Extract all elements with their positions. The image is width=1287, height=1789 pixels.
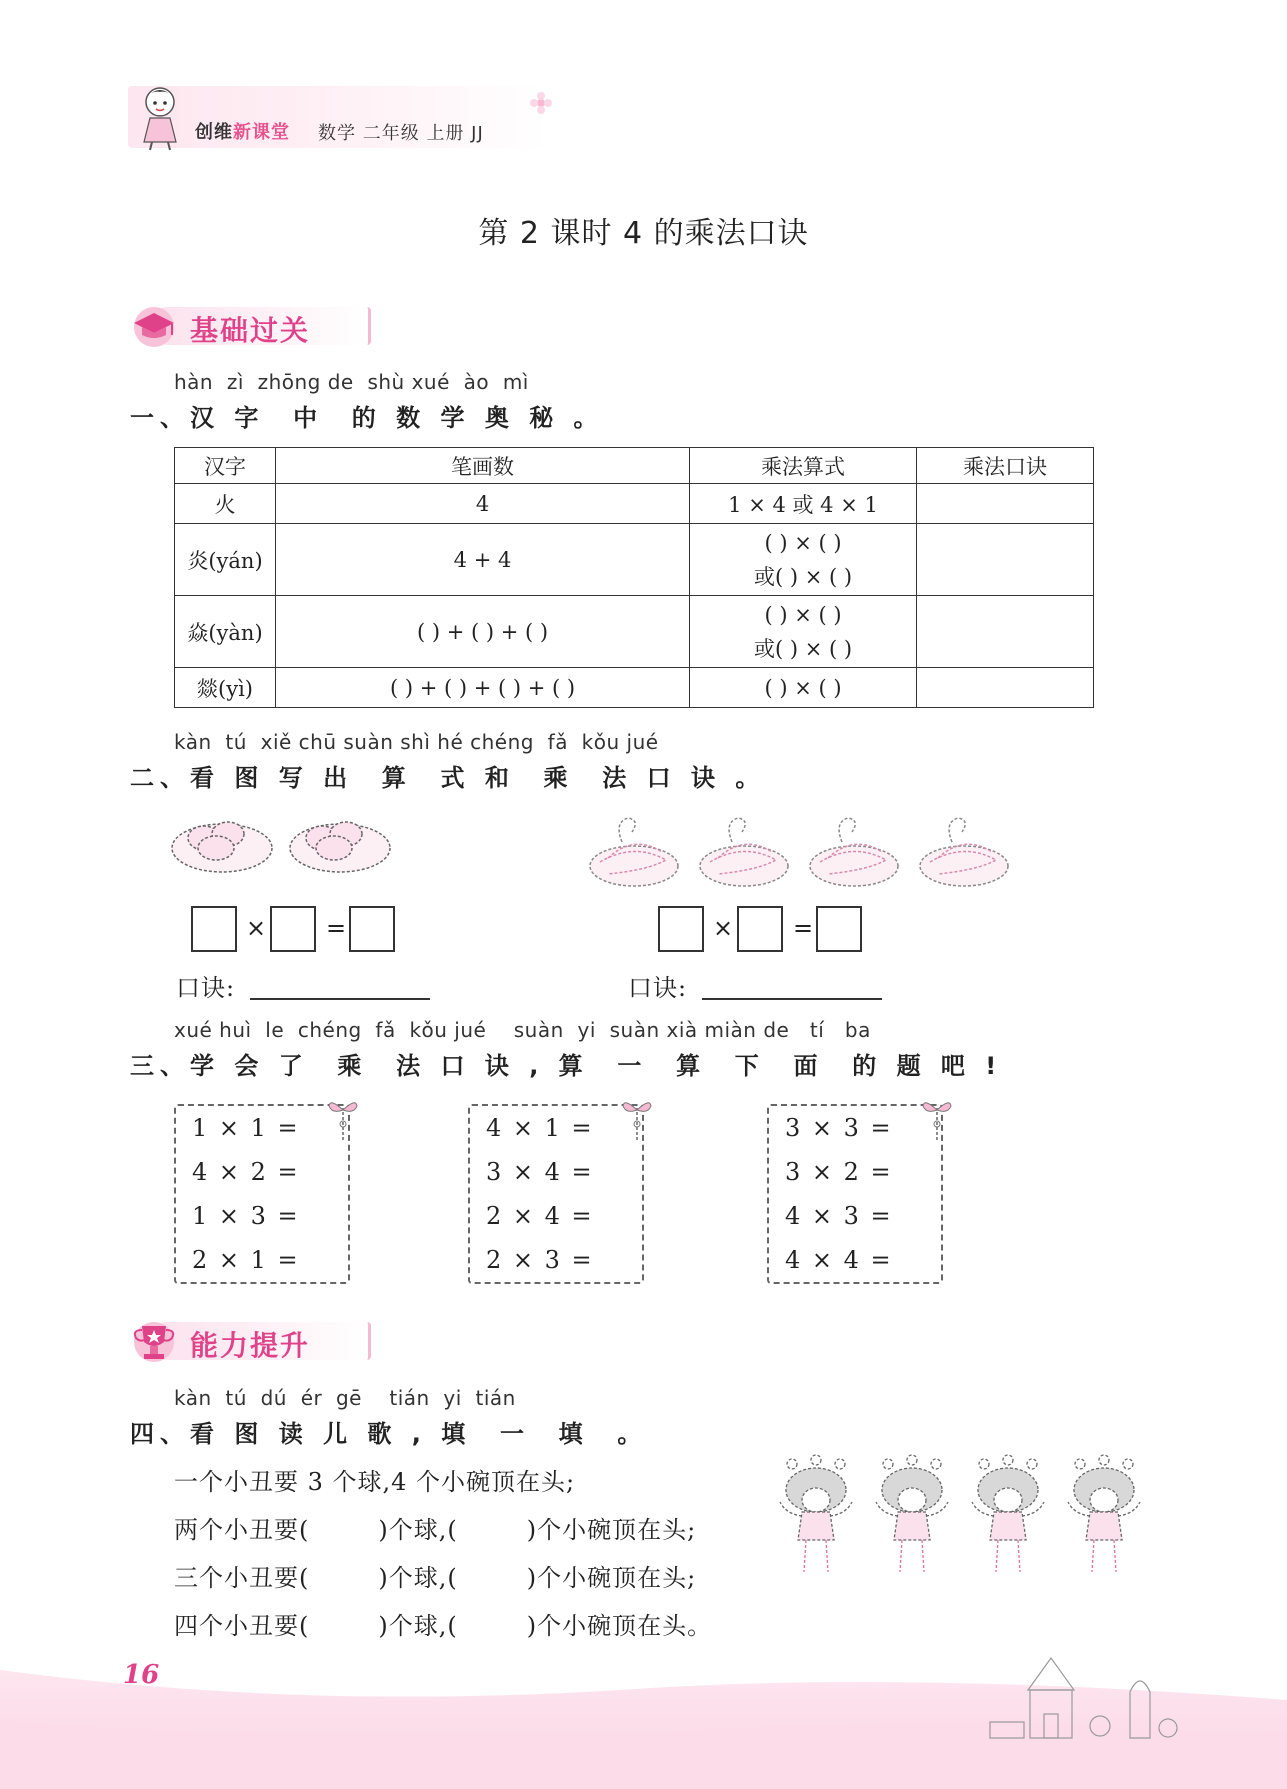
q4-pinyin: kàn tú dú ér gē tián yi tián [174,1386,516,1410]
q3-prompt: 三、学 会 了 乘 法 口 诀 , 算 一 算 下 面 的 题 吧 ! [130,1052,1003,1080]
table-header: 汉字 [175,448,276,484]
book-subtitle: 数学 二年级 上册 JJ [318,123,484,144]
koujue-answer-line[interactable] [250,968,430,1000]
koujue-answer-cell[interactable] [917,484,1094,524]
section-banner-advanced [128,1318,368,1364]
problem[interactable]: 2 × 1 = [192,1246,300,1274]
formula-cell: 1 × 4 或 4 × 1 [690,484,917,524]
answer-box[interactable] [270,906,316,952]
problem[interactable]: 1 × 3 = [192,1202,300,1230]
koujue-label: 口诀: [628,974,688,1002]
flower-icon [530,92,552,114]
trophy-icon [128,1318,184,1364]
section-banner-basic [128,303,368,349]
formula-cell[interactable] [690,524,917,596]
table-header: 笔画数 [276,448,690,484]
table-row [175,524,1094,596]
koujue-label: 口诀: [176,974,236,1002]
shrimp-plates-image [588,812,1018,892]
table-row [175,596,1094,668]
formula-cell[interactable] [690,596,917,668]
section-label: 能力提升 [190,1329,311,1362]
answer-box[interactable] [816,906,862,952]
formula-line: ( ) × ( ) [764,530,842,555]
q3-pinyin: xué huì le chéng fǎ kǒu jué suàn yi suàn xià miàn de tí ba [174,1018,871,1042]
clowns-image [772,1454,1152,1584]
problem[interactable]: 2 × 4 = [486,1202,594,1230]
answer-box[interactable] [349,906,395,952]
lesson-title: 第 2 课时 4 的乘法口诀 [478,216,809,251]
equals-sign: = [793,914,814,942]
answer-box[interactable] [191,906,237,952]
hanzi-cell: 炎(yán) [175,524,276,596]
strokes-cell[interactable]: ( ) + ( ) + ( ) [276,596,690,668]
q2-pinyin: kàn tú xiě chū suàn shì hé chéng fǎ kǒu jué [174,730,659,754]
hanzi-cell: 焱(yàn) [175,596,276,668]
cartoon-girl-icon [128,80,192,152]
table-row [175,668,1094,708]
brand-part-a: 创维 [195,122,233,143]
graduation-cap-icon [128,303,184,349]
footer-wave-decoration [0,1630,1287,1789]
sprout-icon [620,1094,654,1140]
problem[interactable]: 4 × 3 = [785,1202,893,1230]
poem-line[interactable]: 三个小丑要( )个球,( )个小碗顶在头; [174,1564,697,1592]
problem[interactable]: 3 × 2 = [785,1158,893,1186]
q1-prompt: 一、汉 字 中 的 数 学 奥 秘 。 [130,404,604,432]
answer-box[interactable] [737,906,783,952]
times-sign: × [713,914,734,942]
problem[interactable]: 4 × 2 = [192,1158,300,1186]
poem-line[interactable]: 四个小丑要( )个球,( )个小碗顶在头。 [174,1612,713,1640]
formula-line: 或( ) × ( ) [753,636,853,661]
hanzi-table [174,447,1094,708]
times-sign: × [246,914,267,942]
strokes-cell: 4 [276,484,690,524]
koujue-answer-cell[interactable] [917,524,1094,596]
problem-box [468,1104,644,1284]
q2-prompt: 二、看 图 写 出 算 式 和 乘 法 口 诀 。 [130,764,766,792]
hanzi-cell: 火 [175,484,276,524]
formula-cell[interactable]: ( ) × ( ) [690,668,917,708]
sprout-icon [326,1094,360,1140]
poem-line: 一个小丑要 3 个球,4 个小碗顶在头; [174,1468,576,1496]
q1-pinyin: hàn zì zhōng de shù xué ào mì [174,370,529,394]
problem-box [174,1104,350,1284]
page-number: 16 [123,1660,160,1690]
q4-prompt: 四、看 图 读 儿 歌 , 填 一 填 。 [130,1420,648,1448]
problem[interactable]: 3 × 4 = [486,1158,594,1186]
poem-line[interactable]: 两个小丑要( )个球,( )个小碗顶在头; [174,1516,697,1544]
table-header: 乘法算式 [690,448,917,484]
problem[interactable]: 4 × 4 = [785,1246,893,1274]
hanzi-cell: 燚(yì) [175,668,276,708]
bun-plates-image [170,802,420,878]
table-row [175,484,1094,524]
koujue-answer-cell[interactable] [917,668,1094,708]
section-label: 基础过关 [190,314,311,347]
formula-line: ( ) × ( ) [764,602,842,627]
problem[interactable]: 2 × 3 = [486,1246,594,1274]
brand-name [195,118,290,144]
brand-part-b: 新课堂 [233,122,290,143]
koujue-answer-line[interactable] [702,968,882,1000]
strokes-cell: 4 + 4 [276,524,690,596]
koujue-answer-cell[interactable] [917,596,1094,668]
sprout-icon [920,1094,954,1140]
problem[interactable]: 4 × 1 = [486,1114,594,1142]
table-header: 乘法口诀 [917,448,1094,484]
problem-box [767,1104,943,1284]
answer-box[interactable] [658,906,704,952]
problem[interactable]: 1 × 1 = [192,1114,300,1142]
formula-line: 或( ) × ( ) [753,564,853,589]
strokes-cell[interactable]: ( ) + ( ) + ( ) + ( ) [276,668,690,708]
problem[interactable]: 3 × 3 = [785,1114,893,1142]
equals-sign: = [326,914,347,942]
